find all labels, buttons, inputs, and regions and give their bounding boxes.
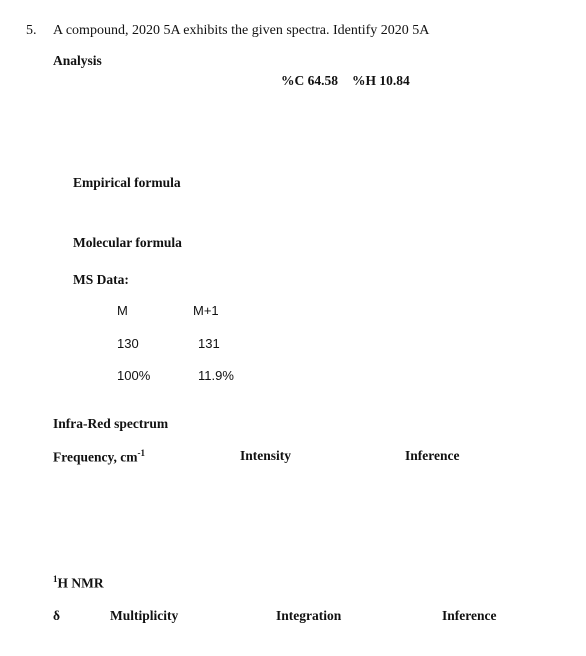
ir-col-frequency-text: Frequency, cm: [53, 449, 138, 465]
ms-abundance-m1: 11.9%: [198, 368, 234, 383]
nmr-col-integration: Integration: [276, 608, 342, 623]
nmr-col-inference: Inference: [442, 608, 497, 623]
nmr-heading-text: H NMR: [57, 575, 104, 591]
ms-mass-m1: 131: [198, 336, 220, 351]
hydrogen-percent: %H 10.84: [352, 73, 410, 88]
ir-col-inference: Inference: [405, 448, 460, 463]
molecular-formula-label: Molecular formula: [73, 235, 182, 250]
ir-heading: Infra-Red spectrum: [53, 416, 169, 431]
analysis-heading: Analysis: [53, 53, 102, 68]
ir-col-frequency: [53, 448, 145, 466]
nmr-col-multiplicity: Multiplicity: [110, 608, 179, 623]
carbon-percent: %C 64.58: [281, 73, 338, 88]
nmr-heading: [53, 574, 104, 592]
ms-header-m1: M+1: [193, 303, 219, 318]
ir-col-intensity: Intensity: [240, 448, 292, 463]
question-number: 5.: [26, 23, 37, 38]
ms-mass-m: 130: [117, 336, 139, 351]
question-text: A compound, 2020 5A exhibits the given spectra. Identify 2020 5A: [53, 23, 430, 38]
ms-heading: MS Data:: [73, 272, 129, 287]
ms-header-m: M: [117, 303, 128, 318]
nmr-heading-sup: 1: [53, 574, 58, 584]
nmr-col-delta: δ: [53, 608, 61, 623]
empirical-formula-label: Empirical formula: [73, 175, 181, 190]
ms-abundance-m: 100%: [117, 368, 151, 383]
ir-col-frequency-sup: -1: [137, 448, 145, 458]
